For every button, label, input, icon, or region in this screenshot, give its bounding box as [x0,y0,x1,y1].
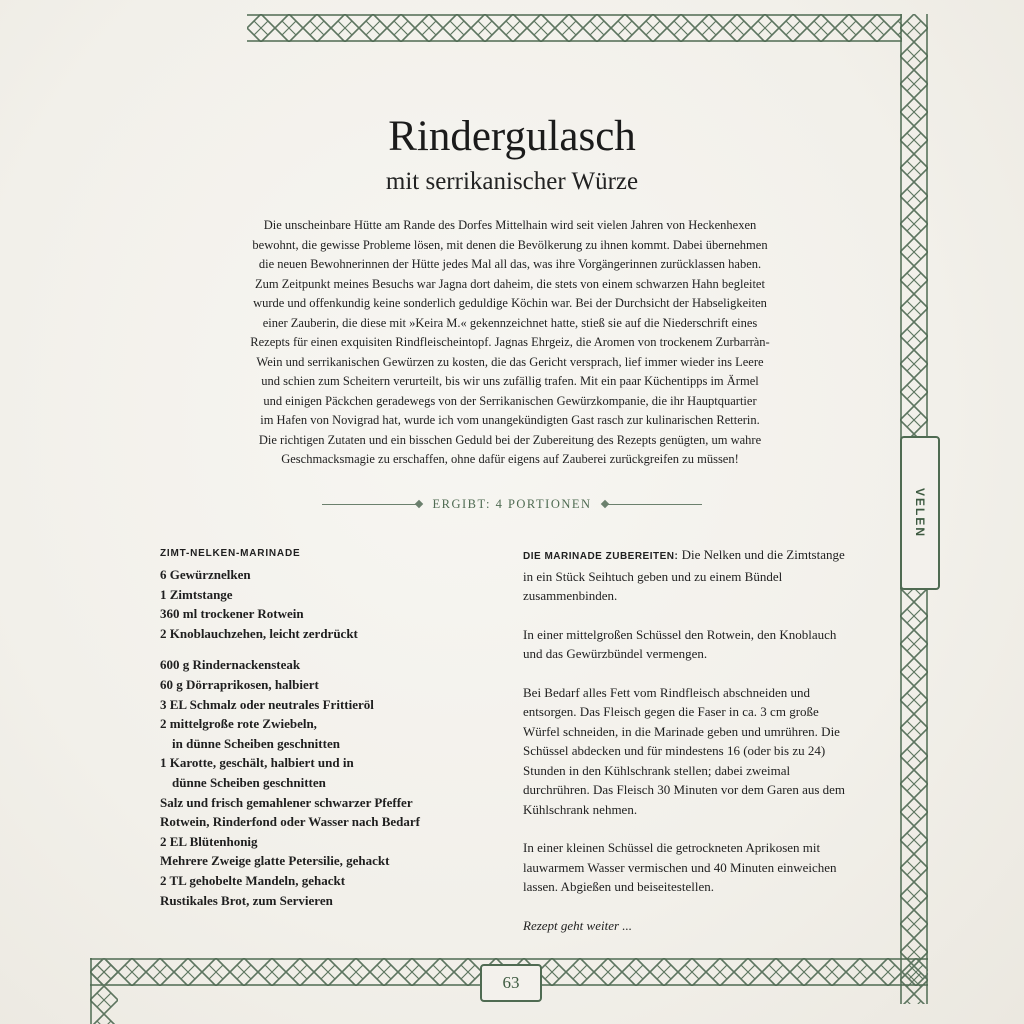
step-paragraph: In einer mittelgroßen Schüssel den Rotwein, den Knoblauch und das Gewürzbündel vermengen. [523,626,837,661]
step-paragraph [523,545,848,606]
chapter-side-tab [900,436,940,590]
page-number [480,964,542,1002]
ingredient-item: 1 Zimtstange [160,586,233,602]
step-paragraph: In einer kleinen Schüssel die getrockneten Aprikosen mit lauwarmem Wasser vermischen und 40 Minuten einweichen lassen. Abgießen und beiseitestellen. [523,840,837,894]
yield-divider [322,494,702,514]
ingredient-item: 360 ml trockener Rotwein [160,606,304,622]
step-label: DIE MARINADE ZUBEREITEN: [523,551,679,562]
ornamental-border-left [90,958,118,1024]
ingredient-item: 6 Gewürznelken [160,567,251,582]
intro-line: Rezepts für einen exquisiten Rindfleischeintopf. Jagnas Ehrgeiz, die Aromen von trockenem Zurbarràn- [250,335,770,349]
intro-line: einer Zauberin, die diese mit »Keira M.« gekennzeichnet hatte, stieß sie auf die Niederschrift eines [262,315,758,330]
ingredient-item: 2 mittelgroße rote Zwiebeln, [160,716,317,732]
recipe-subtitle: mit serrikanischer Würze [385,168,639,195]
intro-line: und schien zum Scheitern verurteilt, bis wir uns zufällig trafen. Mit ein paar Küchentipps im Ärmel [261,374,759,388]
ingredient-item: dünne Scheiben geschnitten [172,774,326,790]
ingredient-item: 1 Karotte, geschält, halbiert und in [160,755,354,771]
yield-text: ERGIBT: 4 PORTIONEN [432,496,592,511]
continued-note: Rezept geht weiter ... [523,917,633,933]
intro-line: Die unscheinbare Hütte am Rande des Dorfes Mittelhain wird seit vielen Jahren von Heckenhexen [263,218,757,232]
ingredient-item: in dünne Scheiben geschnitten [172,735,340,751]
step-paragraph: Bei Bedarf alles Fett vom Rindfleisch abschneiden und entsorgen. Das Fleisch gegen die Faser in ca. 3 cm große Würfel schneiden, in die Marinade geben und umrühren. Die Schüssel abdecken und für mindestens 16 (oder bis zu 24) Stunden in den Kühlschrank stellen; dabei zweimal durchrühren. Das Fleisch 30 Minuten vor dem Garen aus dem Kühlschrank nehmen. [523,684,846,817]
ingredient-item: 3 EL Schmalz oder neutrales Frittieröl [160,696,374,712]
ingredient-list [160,545,490,910]
page-number-text: 63 [502,973,520,992]
ornamental-border-top [247,14,902,42]
preparation-steps [523,545,848,954]
ingredient-item: Salz und frisch gemahlener schwarzer Pfeffer [160,794,413,810]
intro-line: Zum Zeitpunkt meines Besuchs war Jagna dort daheim, die stets von einem schwarzen Hahn begleitet [255,276,765,291]
ingredient-item: 600 g Rindernackensteak [160,657,301,673]
ingredient-item: Rustikales Brot, zum Servieren [160,892,333,908]
ingredient-item: Rotwein, Rinderfond oder Wasser nach Bedarf [160,814,421,830]
intro-line: bewohnt, die gewisse Probleme lösen, mit denen die Bevölkerung zu ihnen kommt. Dabei übernehmen [252,237,768,252]
ingredient-item: 2 TL gehobelte Mandeln, gehackt [160,872,346,888]
ingredient-item: Mehrere Zweige glatte Petersilie, gehackt [160,853,390,869]
step-text: Die Nelken und die Zimtstange in ein Stück Seihtuch geben und zu einem Bündel zusammenbinden. [523,547,845,603]
intro-paragraph [174,216,846,470]
intro-line: die neuen Bewohnerinnen der Hütte jedes Mal all das, was ihre Vorgängerinnen zurücklassen haben. [258,257,762,271]
divider-line-left [322,504,420,505]
ingredient-item: 2 Knoblauchzehen, leicht zerdrückt [160,625,358,641]
ingredient-item: 60 g Dörraprikosen, halbiert [160,676,319,692]
marinade-heading: ZIMT-NELKEN-MARINADE [160,548,301,559]
ingredient-item: 2 EL Blütenhonig [160,833,258,849]
intro-line: wurde und offenkundig keine sonderlich geduldige Köchin war. Bei der Durchsicht der Habseligkeiten [253,296,767,310]
intro-line: Geschmacksmagie zu erschaffen, ohne dafür eigens auf Zauberei zurückgreifen zu müssen! [281,452,739,466]
intro-line: Die richtigen Zutaten und ein bisschen Geduld bei der Zubereitung des Rezepts genügten, um wahre [258,432,762,447]
intro-line: und einigen Päckchen geradewegs von der Serrikanischen Gewürzkompanie, die ihr Hauptquartier [263,393,757,408]
intro-line: Wein und serrikanischen Gewürzen zu kosten, die das Gericht versprach, lief immer wieder ins Leere [256,354,764,369]
divider-line-right [604,504,702,505]
chapter-label: VELEN [913,487,927,538]
intro-line: im Hafen von Novigrad hat, wurde ich vom unangekündigten Gast rasch zur kulinarischen Retterin. [260,413,760,427]
recipe-title: Rindergulasch [388,113,636,160]
